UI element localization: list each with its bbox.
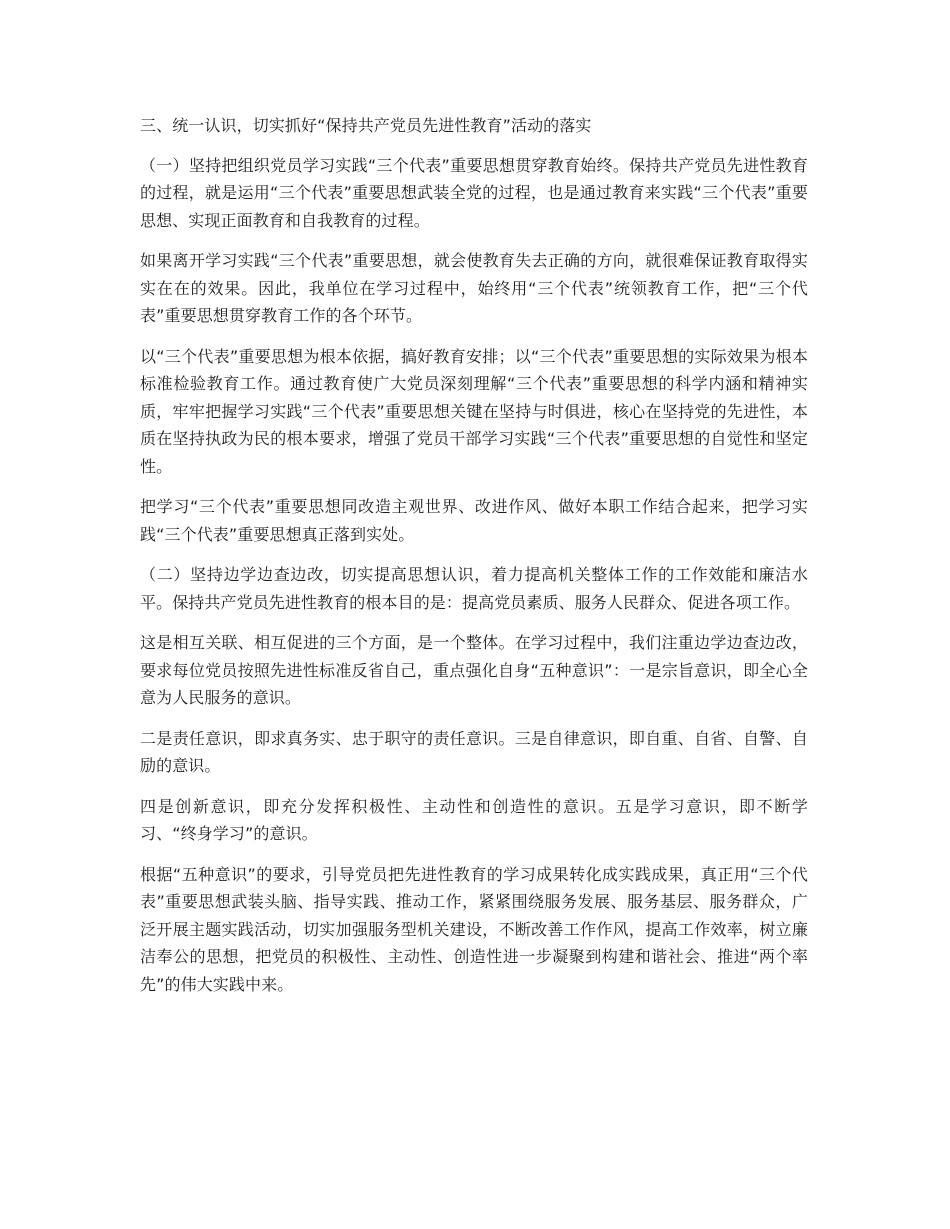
paragraph-1: （一）坚持把组织党员学习实践“三个代表”重要思想贯穿教育始终。保持共产党员先进性教育的过程，就是运用“三个代表”重要思想武装全党的过程，也是通过教育来实践“三个代表”重要思想、实现正面教育和自我教育的过程。 [140, 155, 808, 230]
paragraph-8: 四是创新意识，即充分发挥积极性、主动性和创造性的意识。五是学习意识，即不断学习、“终身学习”的意识。 [140, 796, 808, 843]
section-heading: 三、统一认识，切实抓好“保持共产党员先进性教育”活动的落实 [140, 116, 592, 135]
paragraph-5: （二）坚持边学边查边改，切实提高思想认识，着力提高机关整体工作的工作效能和廉洁水平。保持共产党员先进性教育的根本目的是：提高党员素质、服务人民群众、促进各项工作。 [140, 565, 808, 612]
paragraph-2: 如果离开学习实践“三个代表”重要思想，就会使教育失去正确的方向，就很难保证教育取得实实在在的效果。因此，我单位在学习过程中，始终用“三个代表”统领教育工作，把“三个代表”重要思想贯穿教育工作的各个环节。 [140, 251, 808, 325]
paragraph-6: 这是相互关联、相互促进的三个方面，是一个整体。在学习过程中，我们注重边学边查边改，要求每位党员按照先进性标准反省自己，重点强化自身“五种意识”：一是宗旨意识，即全心全意为人民服务的意识。 [140, 633, 808, 707]
paragraph-4: 把学习“三个代表”重要思想同改造主观世界、改进作风、做好本职工作结合起来，把学习实践“三个代表”重要思想真正落到实处。 [140, 497, 808, 544]
document-body [140, 112, 808, 1011]
paragraph-9: 根据“五种意识”的要求，引导党员把先进性教育的学习成果转化成实践成果，真正用“三个代表”重要思想武装头脑、指导实践、推动工作，紧紧围绕服务发展、服务基层、服务群众，广泛开展主题实践活动，切实加强服务型机关建设，不断改善工作作风，提高工作效率，树立廉洁奉公的思想，把党员的积极性、主动性、创造性进一步凝聚到构建和谐社会、推进“两个率先”的伟大实践中来。 [140, 864, 808, 994]
paragraph-3: 以“三个代表”重要思想为根本依据，搞好教育安排；以“三个代表”重要思想的实际效果为根本标准检验教育工作。通过教育使广大党员深刻理解“三个代表”重要思想的科学内涵和精神实质，牢牢把握学习实践“三个代表”重要思想关键在坚持与时俱进，核心在坚持党的先进性，本质在坚持执政为民的根本要求，增强了党员干部学习实践“三个代表”重要思想的自觉性和坚定性。 [140, 346, 808, 476]
paragraph-7: 二是责任意识，即求真务实、忠于职守的责任意识。三是自律意识，即自重、自省、自警、自励的意识。 [140, 728, 808, 775]
